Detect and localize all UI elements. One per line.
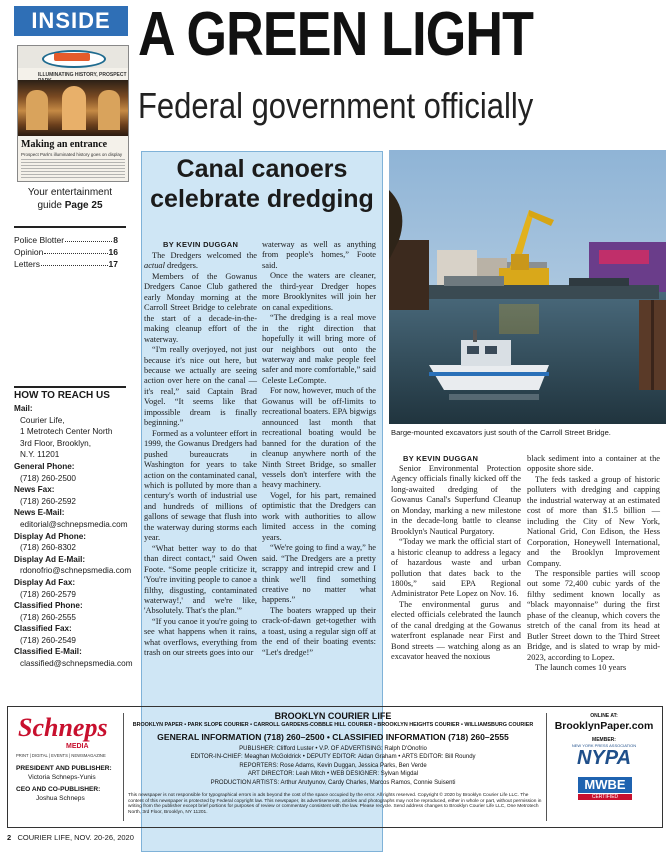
staff-list [128,745,538,787]
sidebar-divider [14,226,126,228]
paragraph: The environmental gurus and elected officials celebrated the launch of the canal dredging at the Gowanus waterfront esplanade near First and Bond streets — watching along as an excavator heaved the noxious [391,599,521,662]
contact-label: Display Ad Fax: [14,577,76,587]
contact-block [14,403,132,670]
staff-line: REPORTERS: Rose Adams, Kevin Duggan, Jessica Parks, Ben Verde [239,762,427,769]
thumb-title: Making an entrance [21,139,108,150]
online-label: ONLINE AT: [590,713,618,719]
email-link[interactable]: classified@schnepsmedia.com [20,659,133,669]
nypa-logo: NYPA [576,747,632,769]
mwbe-badge: MWBE [578,777,632,793]
inside-thumbnail[interactable] [17,45,129,182]
entertainment-line2: guide [37,200,65,211]
photo-caption: Barge-mounted excavators just south of the Carroll Street Bridge. [391,428,611,437]
side-title-line1: Canal canoers [176,155,348,183]
website-link[interactable]: BrooklynPaper.com [554,720,654,732]
paragraph: Formed as a volunteer effort in 1999, the Gowanus Dredgers had pushed bureaucrats in Washington for years to take action on the contaminated canal, which is polluted by more than a century's worth of industrial use and hundreds of millions of gallons of sewage that flush into the waterway during storms each year. [144,428,257,543]
sub-headline: Federal government officially [138,85,534,126]
index-page: 17 [108,259,118,269]
disclaimer: This newspaper is not responsible for typographical errors in ads beyond the cost of the space occupied by the error. All rights reserved. Copyright © 2020 by Brooklyn Courier Life LLC. The content of this newspaper is protected by Federal copyright law. This newspaper, its advertisements, articles and photographs may not be reproduced, either in whole or part, without permission in writing from the publisher except brief portions for purposes of review or commentary consistent with the law. Please recycle. Send address changes to Brooklyn Courier Life LLC, One Metrotech North, 3rd Floor, Brooklyn, NY 11201. [128,793,542,816]
email-link[interactable]: rdonofrio@schnepsmedia.com [20,566,132,576]
mwbe-sub: CERTIFIED [578,794,632,800]
thumb-masthead [18,46,128,68]
paragraph: Once the waters are cleaner, the third-year Dredger hopes more Brooklynites will join her on canal expeditions. [262,271,376,312]
index-row[interactable] [14,259,118,269]
canal-photo [389,150,666,424]
contact-label: Display Ad Phone: [14,531,87,541]
entertainment-page: Page 25 [64,200,103,211]
email-link[interactable]: editorial@schnepsmedia.com [20,519,128,529]
logo-tags: PRINT | DIGITAL | EVENTS | NEWSMAGAZINE [16,753,106,758]
contact-label: Classified Phone: [14,601,83,611]
side-title-line2: celebrate dredging [150,185,374,213]
contact-label: General Phone: [14,461,75,471]
footer-divider [123,713,124,821]
thumb-subtitle: Prospect Park's illuminated history goes on display [21,152,123,157]
paragraph: “The dredging is a real move in the right direction that hopefully it will bring more of our neighbors out onto the waterway and make people feel safer and more comfortable,” said Celeste LeCompte. [262,313,376,385]
schneps-logo-media: MEDIA [66,743,89,750]
paragraph: The boaters wrapped up their crack-of-dawn get-together with a toast, using a regular sign off at the end of their boating events: “Let's dredge!” [262,605,376,657]
main-story-col1 [391,464,521,663]
paragraph: “We're going to find a way,” he said. “The Dredgers are a pretty scrappy and intrepid crew and I think we'll find something creative no matter what happens.” [262,543,376,605]
index-label: Police Blotter [14,235,65,245]
paragraph: The Dredgers welcomed the actual dredgers. [144,251,257,271]
paragraph: “I'm really overjoyed, not just because it's nice out here, but because we actually are seeing action over here on the canal — it's real,” said Captain Brad Vogel. “It seems like that impossible dream is finally beginning.” [144,345,257,428]
mail-line: Courier Life, [20,415,65,425]
side-story-col1 [144,251,257,659]
entertainment-guide[interactable] [14,186,126,212]
contact-value: (718) 260-2500 [20,473,76,483]
contact-value: (718) 260-2555 [20,612,76,622]
mail-line: 1 Metrotech Center North [20,427,113,437]
contact-value: (718) 260-2579 [20,589,76,599]
paragraph: “Today we mark the official start of a historic cleanup to address a legacy of hazardous waste and urban pollution that dates back to the 1800s,” said EPA Regional Administrator Pete Lopez on Nov. 16. [391,537,521,599]
ceo-name: Joshua Schneps [36,795,85,802]
issue-date: COURIER LIFE, NOV. 20-26, 2020 [17,833,134,842]
paragraph: Senior Environmental Protection Agency officials finally kicked off the long-awaited dredging of the Gowanus Canal's Superfund Cleanup on Monday, marking a new milestone in the decade-long battle to cleanse Brooklyn's Nautical Purgatory. [391,464,521,536]
thumb-top-line: ILLUMINATING HISTORY, PROSPECT [38,72,127,78]
side-story-col2 [262,240,376,658]
president-name: Victoria Schneps-Yunis [28,774,96,781]
contact-label: Display Ad E-Mail: [14,554,86,564]
photo-illustration [389,150,666,424]
index-label: Letters [14,259,40,269]
contact-value: (718) 260-2592 [20,496,76,506]
page-number: 2 [7,833,12,842]
reach-us-heading: HOW TO REACH US [14,386,126,401]
mail-label: Mail: [14,404,33,413]
paragraph: For now, however, much of the Gowanus will be off-limits to recreational boaters. EPA bigwigs announced last month that recreational boating would be banned for the duration of the cleanup anywhere north of the Ninth Street Bridge, so smaller vessels don't interfere with the heavy machinery. [262,386,376,490]
inside-label: INSIDE [14,6,128,36]
contact-label: Classified E-Mail: [14,647,82,657]
index-row[interactable] [14,235,118,245]
president-label: PRESIDENT AND PUBLISHER: [16,765,112,772]
side-byline: BY KEVIN DUGGAN [163,240,239,249]
contact-label: News Fax: [14,485,55,495]
staff-line: PRODUCTION ARTISTS: Arthur Arutyunov, Cardy Charles, Marcos Ramos, Connie Suisenti [210,779,456,786]
paper-name: BROOKLYN COURIER LIFE [274,711,392,721]
footer-divider [546,713,547,821]
index-page: 8 [113,235,118,245]
paragraph: “What better way to do that than direct contact,” said Owen Foote. “Some people criticize it, 'You're inviting people to canoe a filthy, disgusting, contaminated waterway!,' and we're like, 'Absolutely. That's the plan.'” [144,543,257,616]
paragraph: “If you canoe it you're going to see what happens when it rains, what overflows, everything from trash on our streets goes into our [144,616,257,658]
index-page: 16 [108,247,118,257]
paragraph: The launch comes 10 years [535,663,627,673]
info-line: GENERAL INFORMATION (718) 260–2500 • CLASSIFIED INFORMATION (718) 260–2555 [157,732,509,742]
staff-line: ART DIRECTOR: Leah Mitch • WEB DESIGNER: Sylvan Migdal [247,771,419,778]
mail-line: N.Y. 11201 [20,450,60,460]
contact-value: (718) 260-2549 [20,635,76,645]
contact-value: (718) 260-8302 [20,543,76,553]
main-story-col2 [527,454,660,674]
staff-line: PUBLISHER: Clifford Luster • V.P. OF ADVERTISING: Ralph D'Onofrio [239,746,427,752]
paragraph: The responsible parties will scoop out some 72,400 cubic yards of the filthy sediment known locally as “black mayonnaise” during the first phase of the cleanup, which covers the stretch of the canal from its head at Butler Street down to the Third Street Bridge, and is slated to wrap by mid-2023, according to Lopez. [527,568,660,662]
paragraph: Members of the Gowanus Dredgers Canoe Club gathered early Monday morning at the Carroll Street Bridge to celebrate the start of a decade-in-the-making cleanup effort of the waterway. [144,271,257,344]
main-headline: A GREEN LIGHT [138,0,534,69]
thumb-photo [18,80,128,136]
paragraph: The feds tasked a group of historic polluters with dredging and capping the industrial waterway at an estimated cost of more than $1.5 billion — including the City of New York, National Grid, Con Edison, the Hess Corporation, Honeywell International, and the Brooklyn Improvement Company. [527,474,660,568]
nypa-sub: NEW YORK PRESS ASSOCIATION [571,743,637,748]
schneps-logo: Schneps [18,713,108,742]
paragraph: waterway as well as anything from people's homes,” Foote said. [262,240,376,270]
member-label: MEMBER: [592,737,616,743]
staff-line: EDITOR-IN-CHIEF: Meaghan McGoldrick • DEPUTY EDITOR: Aidan Graham • ARTS EDITOR: Bill Roundy [190,754,476,761]
index-row[interactable] [14,247,118,257]
thumb-body-lines [21,159,125,179]
paragraph: black sediment into a container at the opposite shore side. [527,454,660,474]
folio [7,833,134,842]
ceo-label: CEO AND CO-PUBLISHER: [16,786,101,793]
papers-line: BROOKLYN PAPER • PARK SLOPE COURIER • CARROLL GARDENS-COBBLE HILL COURIER • BROOKLYN HEIGHTS COURIER • WILLIAMSBURG COURIER [132,722,534,728]
mail-line: 3rd Floor, Brooklyn, [20,438,91,448]
contact-label: Classified Fax: [14,624,72,634]
entertainment-line1: Your entertainment [27,187,113,198]
main-byline: BY KEVIN DUGGAN [403,454,479,463]
side-story-title [141,154,383,214]
paragraph: Vogel, for his part, remained optimistic that the Dredgers can work with authorities to allow limited access in the coming years. [262,490,376,542]
contact-label: News E-Mail: [14,508,65,518]
index-label: Opinion [14,247,44,257]
masthead-box [7,706,663,828]
